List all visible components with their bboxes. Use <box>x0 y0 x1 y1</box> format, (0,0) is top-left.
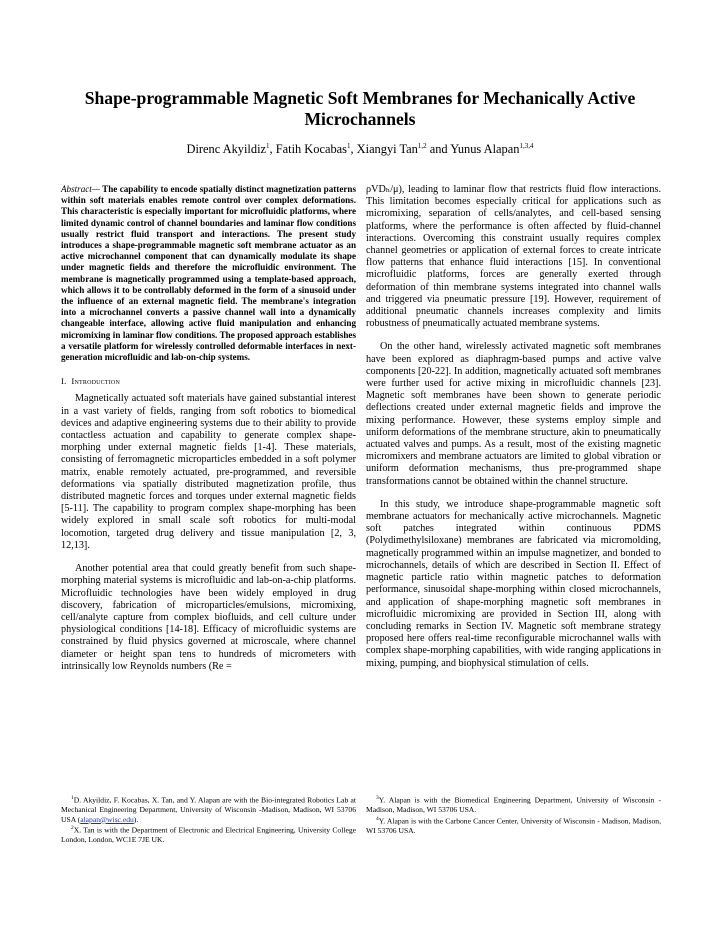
intro-paragraph-3: On the other hand, wirelessly activated magnetic soft membranes have been explored as diaphragm-based pumps and active valve components [20-22]. In addition, magnetically actuated soft membranes were further used for active mixing in microfluidic channels [23]. Magnetic soft membranes have been shown to generate periodic deflections created under external magnetic fields and improve the mixing performance. However, these systems employ simple and uniform deformations of the membrane structure, akin to pneumatically actuated valves and pumps. As a result, most of the existing magnetic micromixers and membrane actuators are limited to global vibration or uniform deformation mechanisms, thus pre-programmed shape transformations cannot be obtained within the channel structure. <box>366 341 661 487</box>
author: Fatih Kocabas$^1$, <box>275 141 357 156</box>
intro-paragraph-1: Magnetically actuated soft materials have gained substantial interest in a vast variety of fields, ranging from soft robotics to biomedical devices and adaptive engineering systems due to their ability to provide contactless actuation and capability to generate complex shape-morphing under external magnetic fields [1-4]. These materials, consisting of ferromagnetic microparticles embedded in a soft polymer matrix, enable remotely actuated, pre-programmed, and reversible deformations via spatially distributed magnetization profile, thus distributed magnetic forces and torques under external magnetic fields [5-11]. The capability to program complex shape-morphing has been widely explored in small scale soft robotics for multi-modal locomotion, targeted drug delivery and tissue manipulation [2, 3, 12,13]. <box>61 393 356 551</box>
left-column <box>61 184 356 673</box>
abstract-label: Abstract— <box>61 184 100 194</box>
paper-title: Shape-programmable Magnetic Soft Membranes for Mechanically Active Microchannels <box>84 88 636 129</box>
abstract <box>61 184 356 363</box>
right-column <box>366 184 661 670</box>
intro-paragraph-2-continued: ρVDₕ/μ), leading to laminar flow that restricts fluid flow interactions. This limitation becomes especially critical for applications such as micromixing, separation of cells/analytes, and cell-based sensing platforms, where the performance is often affected by fluid-channel interactions. Overcoming this constraint usually requires complex channel geometries or application of external forces to create intricate flow patterns that enhance fluid interactions [15]. In conventional microfluidic platforms, forces are generally exerted through deformation of thin membrane systems integrated into channel walls and triggered via pneumatic pressure [19]. However, requirement of additional pneumatic channels increases complexity and limits robustness of pneumatically actuated membrane systems. <box>366 184 661 330</box>
intro-paragraph-4: In this study, we introduce shape-programmable magnetic soft membrane actuators for mechanically active microchannels. Magnetic soft patches integrated within continuous PDMS (Polydimethylsiloxane) membranes are fabricated via micromolding, magnetically programmed within an impulse magnetizer, and bonded to microchannels, details of which are described in Section II. Effect of magnetic particle ratio within magnetic patches to deformation performance, sinusoidal shape-morphing within closed microchannels, and application of shape-morphing magnetic soft membranes in microfluidic micromixing are provided in Section III, along with concluding remarks in Section IV. Magnetic soft membrane strategy proposed here offers real-time reconfigurable microchannel walls with complex shape-morphing capabilities, with wide ranging applications in mixing, pumping, and biophysical stimulation of cells. <box>366 498 661 669</box>
author: Yunus Alapan$^{1,3,4}$ <box>450 141 534 156</box>
footnotes-left <box>61 794 356 845</box>
footnote-1: $^1$D. Akyildiz, F. Kocabas, X. Tan, and Y. Alapan are with the Bio-integrated Robotics Lab at Mechanical Engineering Department, University of Wisconsin -Madison, Madison, WI 53706 USA (alapan@wisc.edu). <box>61 795 356 824</box>
footnote-2: $^2$X. Tan is with the Department of Electronic and Electrical Engineering, University College London, London, WC1E 7JE UK. <box>61 825 356 845</box>
footnote-4: $^4$Y. Alapan is with the Carbone Cancer Center, University of Wisconsin - Madison, Madison, WI 53706 USA. <box>366 815 661 835</box>
author: Xiangyi Tan$^{1,2}$ and <box>356 141 451 156</box>
intro-paragraph-2: Another potential area that could greatly benefit from such shape-morphing material systems is microfluidic and lab-on-a-chip platforms. Microfluidic technologies have been widely employed in drug discovery, fabrication of microparticles/emulsions, micromixing, cell/analyte capture from complex biofluids, and cell culture under physiological conditions [14-18]. Efficacy of microfluidic systems are constrained by fluid physics governed at microscale, where channel diameter or height span tens to hundreds of micrometers with intrinsically low Reynolds numbers (Re = <box>61 563 356 672</box>
author: Direnc Akyildiz$^1$, <box>186 141 276 156</box>
author-email-link[interactable]: alapan@wisc.edu <box>80 814 134 824</box>
section-heading-introduction: I. Introduction <box>61 376 121 387</box>
abstract-text: The capability to encode spatially distinct magnetization patterns within soft materials enables remote control over complex deformations. This characteristic is especially important for microfluidic platforms, where limited dynamic control of channel boundaries and laminar flow conditions usually restrict fluid transport and interactions. The present study introduces a shape-programmable magnetic soft membrane actuator as an active microchannel component that can dynamically modulate its shape under magnetic fields and therefore the microfluidic environment. The membrane is magnetically programmed using a template-based approach, which allows it to be controllably deformed in the form of a sinusoid under the influence of an external magnetic field. The membrane's integration into a microchannel converts a passive channel wall into a dynamically changeable interface, allowing active fluid manipulation and enhancing micromixing in laminar flow conditions. The proposed approach establishes a versatile platform for wirelessly controlled deformable interfaces in next-generation microfluidic and lab-on-chip systems. <box>61 184 356 363</box>
footnotes-right <box>366 794 661 835</box>
author-list <box>60 142 660 157</box>
footnote-3: $^3$Y. Alapan is with the Biomedical Engineering Department, University of Wisconsin - Madison, Madison, WI 53706 USA. <box>366 795 661 815</box>
